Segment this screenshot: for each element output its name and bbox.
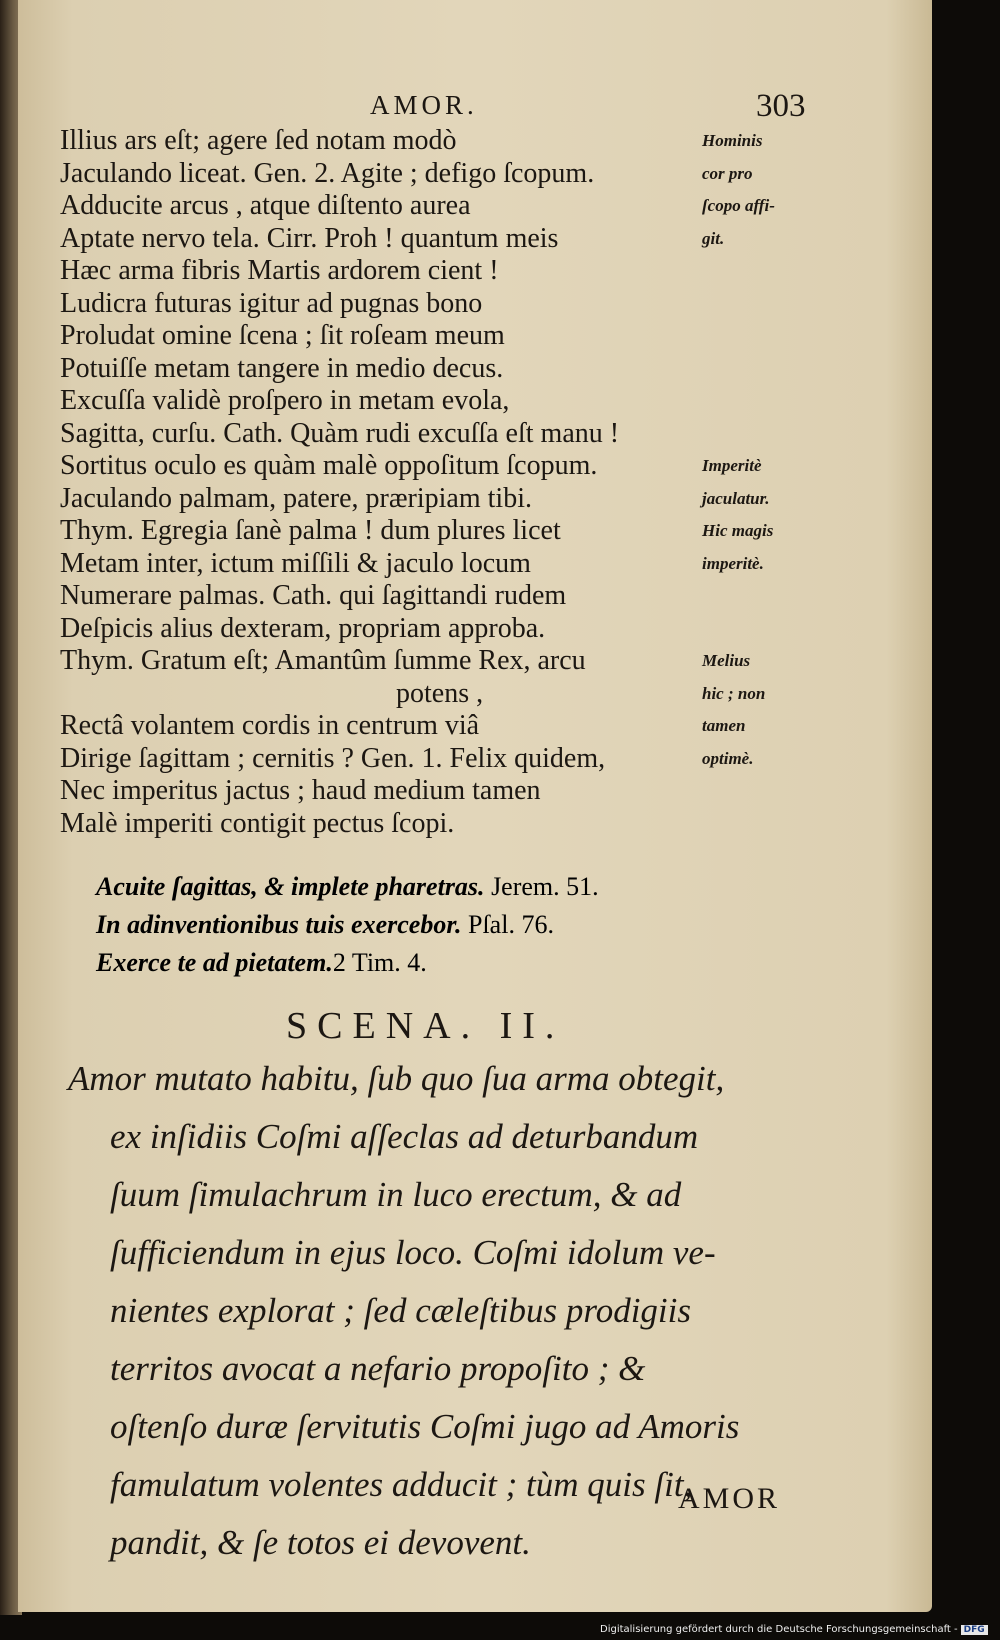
verse-line: Metam inter, ictum miſſili & jaculo locum <box>60 547 531 579</box>
marginal-note <box>702 450 773 580</box>
verse-line-continuation: potens , <box>396 677 484 709</box>
marginal-note-line: hic ; non <box>702 683 766 703</box>
marginal-note <box>702 645 765 775</box>
verse-line: Hæc arma fibris Martis ardorem cient ! <box>60 255 499 286</box>
argument-line: territos avocat a nefario propoſito ; & <box>110 1349 646 1388</box>
argument-line: ex inſidiis Coſmi aſſeclas ad deturbandum <box>110 1117 699 1156</box>
verse-line: Dirige ſagittam ; cernitis ? Gen. 1. Felix quidem, <box>60 742 606 774</box>
page-number: 303 <box>756 88 806 124</box>
marginal-note-line: optimè. <box>702 748 754 768</box>
verse-line: Ludicra futuras igitur ad pugnas bono <box>60 287 483 319</box>
running-head: AMOR. <box>370 90 478 120</box>
citation-line <box>96 944 599 982</box>
verse-block <box>60 125 700 840</box>
verse-line: Proludat omine ſcena ; ſit roſeam meum <box>60 320 505 351</box>
citation-quote: Exerce te ad pietatem. <box>96 948 333 977</box>
marginal-note-line: imperitè. <box>702 553 764 573</box>
credit-text: Digitalisierung gefördert durch die Deutsche Forschungsgemeinschaft - <box>600 1624 958 1635</box>
citation-line <box>96 868 599 906</box>
marginal-note-line: jaculatur. <box>702 488 770 508</box>
verse-line: Thym. Gratum eſt; Amantûm ſumme Rex, arcu <box>60 645 586 676</box>
marginal-note-line: git. <box>702 228 725 248</box>
verse-line: Illius ars eſt; agere ſed notam modò <box>60 125 457 156</box>
verse-line: Rectâ volantem cordis in centrum viâ <box>60 710 480 741</box>
marginal-note-line: Imperitè <box>702 456 762 475</box>
verse-line: Sortitus oculo es quàm malè oppoſitum ſcopum. <box>60 450 598 481</box>
citation-ref: Pſal. 76. <box>461 910 554 939</box>
argument-line: ſufficiendum in ejus loco. Coſmi idolum ve- <box>110 1233 716 1272</box>
book-page <box>18 0 932 1612</box>
marginal-note-line: Hic magis <box>702 521 774 540</box>
verse-line: Jaculando liceat. Gen. 2. Agite ; defigo ſcopum. <box>60 157 595 189</box>
citation-quote: In adinventionibus tuis exercebor. <box>96 910 462 939</box>
verse-line: Excuſſa validè proſpero in metam evola, <box>60 385 510 416</box>
dfg-logo: DFG <box>961 1625 988 1635</box>
argument-line: Amor mutato habitu, ſub quo ſua arma obtegit, <box>68 1059 725 1098</box>
verse-line: Jaculando palmam, patere, præripiam tibi. <box>60 482 532 514</box>
verse-line: Thym. Egregia ſanè palma ! dum plures licet <box>60 515 561 546</box>
catchword: AMOR <box>678 1482 781 1515</box>
marginal-note-line: tamen <box>702 716 746 735</box>
marginal-note-line: ſcopo affi- <box>702 196 775 215</box>
verse-line: Numerare palmas. Cath. qui ſagittandi rudem <box>60 580 567 611</box>
marginal-note-line: Hominis <box>702 131 763 150</box>
marginal-note <box>702 125 775 255</box>
argument-line: famulatum volentes adducit ; tùm quis ſit, <box>110 1465 693 1504</box>
argument-line: nientes explorat ; ſed cæleſtibus prodigiis <box>110 1291 691 1330</box>
citation-ref: 2 Tim. 4. <box>332 948 427 977</box>
verse-line: Potuiſſe metam tangere in medio decus. <box>60 352 504 384</box>
citation-ref: Jerem. 51. <box>484 872 599 901</box>
verse-line: Adducite arcus , atque diſtento aurea <box>60 190 471 221</box>
digitization-credit <box>600 1624 988 1635</box>
argument-line: pandit, & ſe totos ei devovent. <box>110 1523 531 1562</box>
argument-line: ſuum ſimulachrum in luco erectum, & ad <box>110 1175 682 1214</box>
verse-line: Malè imperiti contigit pectus ſcopi. <box>60 807 455 839</box>
verse-line: Aptate nervo tela. Cirr. Proh ! quantum meis <box>60 222 559 254</box>
verse-line: Nec imperitus jactus ; haud medium tamen <box>60 775 541 806</box>
scene-heading: SCENA. II. <box>286 1005 565 1047</box>
scripture-citations <box>96 868 599 982</box>
marginal-note-line: Melius <box>702 651 751 670</box>
citation-line <box>96 906 599 944</box>
marginal-note-line: cor pro <box>702 163 753 183</box>
argument-line: oſtenſo duræ ſervitutis Coſmi jugo ad Amoris <box>110 1407 740 1446</box>
citation-quote: Acuite ſagittas, & implete pharetras. <box>96 872 485 901</box>
verse-line: Deſpicis alius dexteram, propriam approba. <box>60 612 546 644</box>
verse-line: Sagitta, curſu. Cath. Quàm rudi excuſſa eſt manu ! <box>60 417 620 449</box>
